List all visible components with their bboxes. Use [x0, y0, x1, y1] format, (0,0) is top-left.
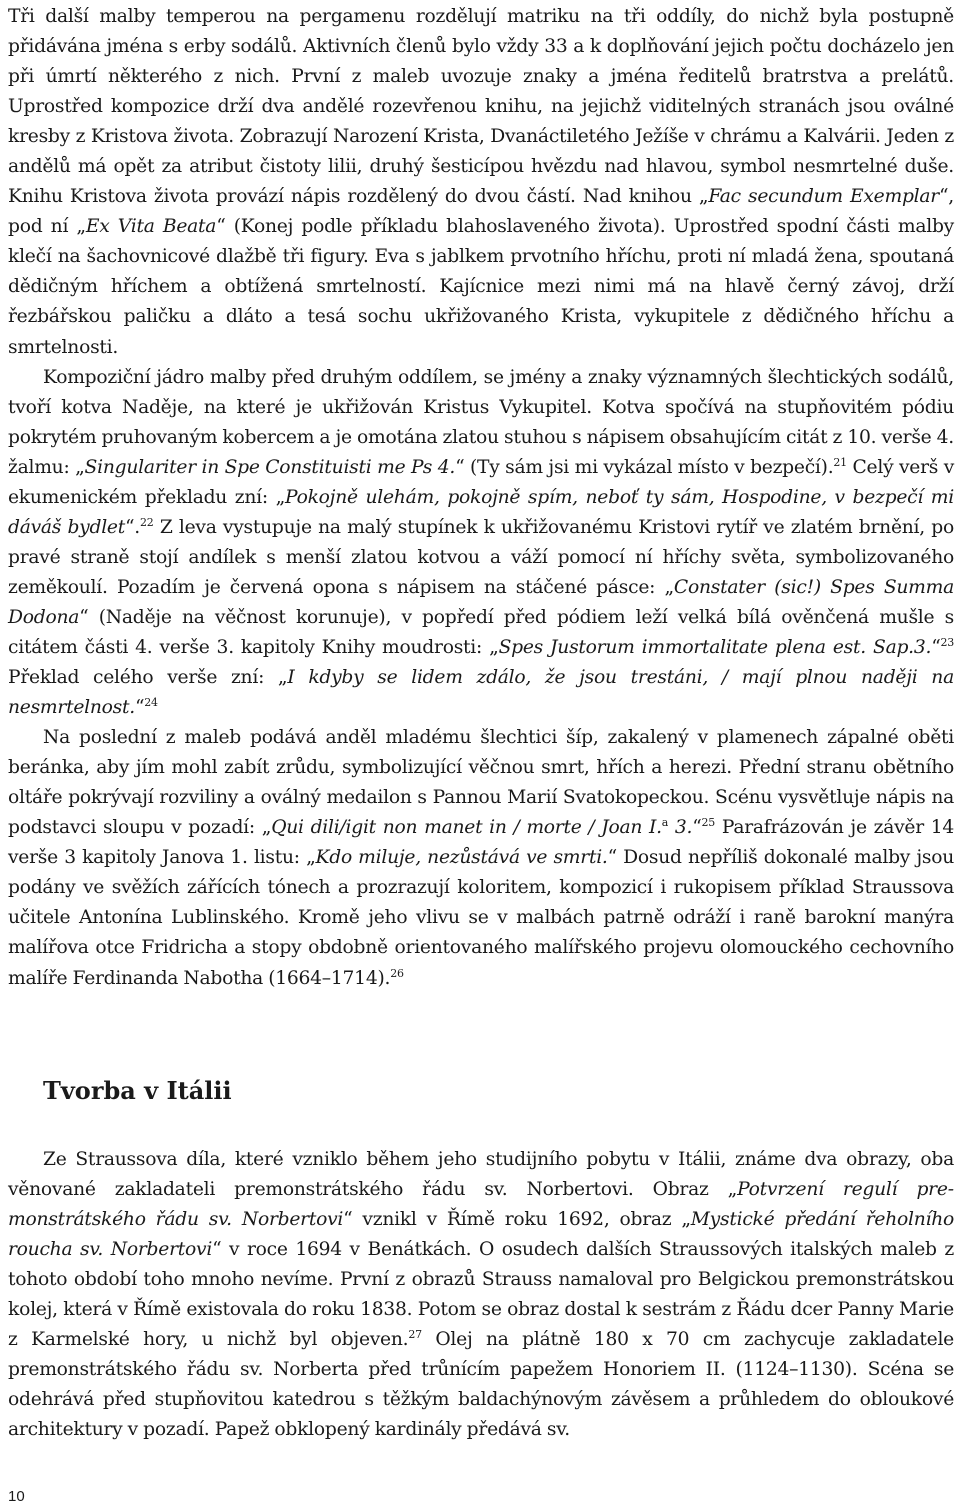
footnote-ref-24: 24: [144, 696, 158, 710]
paragraph-italy: Ze Straussova díla, které vzniklo během jeho studijního pobytu v Itálii, známe dva obrazy, oba věnované zakladateli premonstrátského řádu sv. Norbertovi. Obraz „Potvrzení regulí premonstrátského řádu sv. Norbertovi“ vznikl v Římě roku 1692, obraz „Mystické předání řeholního roucha sv. Norbertovi“ v roce 1694 v Benátkách. O osudech dalších Straussových italských maleb z tohoto období toho mnoho nevíme. První z obrazů Strauss namaloval pro Belgickou premonstrátskou kolej, která v Římě existovala do roku 1838. Potom se obraz dostal k sestrám z Řádu dcer Panny Marie z Karmelské hory, u nichž byl objeven.$^{27}$ Olej na plátně 180 x 70 cm zachycuje zakladatele premonstrátského řádu sv. Norberta před trůnícím papežem Honoriem II. (1124–1130). Scéna se odehrává před stupňovitou katedrou s těžkým baldachýnovým závěsem a průhledem do obloukové architektury v pozadí. Papež obklopený kardinály předává sv.: [8, 1149, 955, 1441]
footnote-ref-21: 21: [833, 455, 847, 469]
footnote-ref-26: 26: [390, 966, 404, 980]
text-block-italy: [8, 1145, 954, 1445]
page-number: 10: [8, 1488, 25, 1505]
paragraph-3: Na poslední z maleb podává anděl mladému šlechtici šíp, zakalený v plamenech zápalné oběti beránka, aby jím mohl zabít zrůdu, symbolizující věčnou smrt, hřích a herezi. Přední stranu obětního oltáře pokrývají rozviliny a oválný medailon s Pannou Marií Svatokopeckou. Scénu vysvětluje nápis na podstavci sloupu v pozadí: „Qui dili/igit non manet in / morte / Joan I.$^a$ 3.“$^{25}$ Parafrázován je závěr 14 verše 3 kapitoly Janova 1. listu: „Kdo miluje, nezůstává ve smrti.“ Dosud nepříliš dokonalé malby jsou podány ve svěžích zářících tónech a prozrazují koloritem, kompozicí i rukopisem příklad Straussova učitele Antonína Lublinského. Kromě jeho vlivu se v malbách patrně odráží i raně barokní manýra malířova otce Fridricha a stopy obdobně orientovaného malířského projevu olomouckého cechovního malíře Ferdinanda Nabotha (1664–1714).$^{26}$: [8, 727, 955, 989]
text-block-main: [8, 2, 954, 994]
footnote-ref-27: 27: [408, 1328, 422, 1342]
paragraph-1: Tři další malby temperou na pergamenu rozdělují matriku na tři oddíly, do nichž byla postupně přidávána jména s erby sodálů. Aktivních členů bylo vždy 33 a k doplňování jejich počtu docházelo jen při úmrtí některého z nich. První z maleb uvozuje znaky a jména ředitelů bratrstva a prelátů. Uprostřed kompozice drží dva andělé rozevřenou knihu, na jejichž viditelných stranách jsou oválné kresby z Kristova života. Zobrazují Narození Krista, Dvanáctiletého Ježíše v chrámu a Kalvárii. Jeden z andělů má opět za atribut čistoty lilii, druhý šesticípou hvězdu nad hlavou, symbol nesmrtelné duše. Knihu Kristova života provází nápis rozdělený do dvou částí. Nad knihou „Fac secundum Exemplar“, pod ní „Ex Vita Beata“ (Konej podle příkladu blahoslaveného života). Uprostřed spodní části malby klečí na šachovnicové dlažbě tři figury. Eva s jablkem prvotního hříchu, proti ní mladá žena, spoutaná dědičným hříchem a obtížená smrtelností. Kajícnice mezi nimi má na hlavě černý závoj, drží řezbářskou paličku a dláto a tesá sochu ukřižovaného Krista, vykupitele z dědičného hříchu a smrtelnosti.: [8, 6, 954, 358]
footnote-ref-25: 25: [701, 816, 716, 830]
footnote-ref-22: 22: [140, 515, 154, 529]
paragraph-2: Kompoziční jádro malby před druhým oddílem, se jmény a znaky významných šlechtických sodálů, tvoří kotva Naděje, na které je ukřižován Kristus Vykupitel. Kotva spočívá na stupňovitém pódiu pokrytém pruhovaným kobercem a je omotána zlatou stuhou s nápisem obsahujícím citát z 10. verše 4. žalmu: „Singulariter in Spe Constituisti me Ps 4.“ (Ty sám jsi mi vykázal místo v bezpečí).$^{21}$ Celý verš v ekumenickém překladu zní: „Pokojně ulehám, pokojně spím, neboť ty sám, Hospodine, v bezpečí mi dáváš bydlet“.$^{22}$ Z leva vystupuje na malý stupínek k ukřižovanému Kristovi rytíř ve zlatém brnění, po pravé straně stojí andílek s menší zlatou kotvou a váží pomocí ní hříchy světa, symbolizovaného zeměkoulí. Pozadím je červená opona s nápisem na stáčené pásce: „Constater (sic!) Spes Summa Dodona“ (Naděje na věčnost korunuje), v popředí před pódiem leží velká bílá ověnčená mušle s citátem části 4. verše 3. kapitoly Knihy moudrosti: „Spes Justorum immortalitate plena est. Sap.3.“$^{23}$ Překlad celého verše zní: „I kdyby se lidem zdálo, že jsou trestáni, / mají plnou naději na nesmrtelnost.“$^{24}$: [8, 366, 955, 719]
footnote-ref-23: 23: [940, 635, 955, 649]
section-heading: Tvorba v Itálii: [43, 1076, 232, 1105]
